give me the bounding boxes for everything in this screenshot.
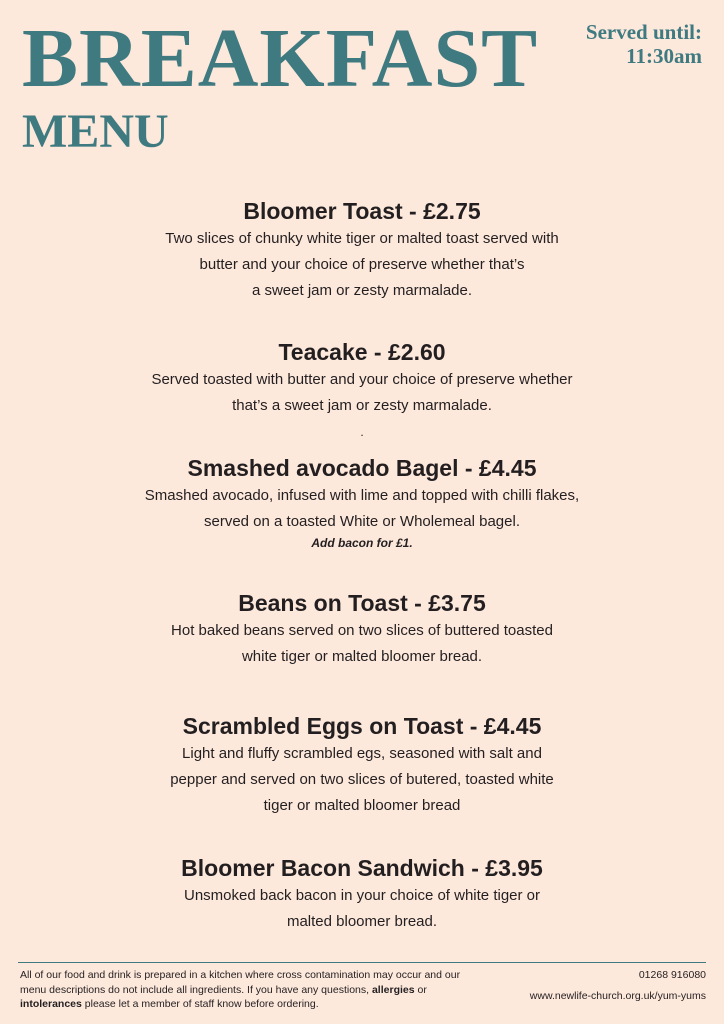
menu-item-description: [40, 741, 684, 819]
served-until-time: 11:30am: [626, 44, 702, 68]
description-line: Smashed avocado, infused with lime and topped with chilli flakes,: [144, 487, 580, 504]
description-line: pepper and served on two slices of butered, toasted white: [170, 771, 554, 788]
menu-subtitle: MENU: [22, 105, 169, 158]
contact-info: [530, 968, 706, 1009]
description-line: malted bloomer bread.: [286, 913, 438, 930]
description-line: Hot baked beans served on two slices of buttered toasted: [171, 622, 553, 639]
menu-item-note: Add bacon for £1.: [311, 536, 413, 550]
description-line: Two slices of chunky white tiger or malted toast served with: [165, 230, 559, 247]
menu-item-name: Smashed avocado Bagel - £4.45: [187, 455, 537, 481]
description-line: Served toasted with butter and your choice of preserve whether: [151, 371, 573, 388]
menu-item-name: Bloomer Toast - £2.75: [243, 198, 481, 224]
description-line: a sweet jam or zesty marmalade.: [251, 282, 473, 299]
description-line: Unsmoked back bacon in your choice of white tiger or: [183, 887, 540, 904]
menu-item-teacake: [40, 337, 684, 445]
website-url: www.newlife-church.org.uk/yum-yums: [529, 989, 706, 1002]
menu-item-name: Bloomer Bacon Sandwich - £3.95: [181, 855, 543, 881]
menu-item-name: Beans on Toast - £3.75: [238, 590, 486, 616]
description-line: served on a toasted White or Wholemeal bagel.: [203, 513, 520, 530]
disclaimer-text: All of our food and drink is prepared in a kitchen where cross contamination may occur and our menu descriptions do not include all ingredients. If you have any questions,: [20, 969, 461, 996]
menu-item-beans-on-toast: [40, 588, 684, 670]
menu-item-scrambled-eggs-on-toast: [40, 711, 684, 819]
menu-title: BREAKFAST: [22, 12, 539, 105]
menu-item-description: [40, 367, 684, 445]
description-line: butter and your choice of preserve whether that’s: [199, 256, 525, 273]
menu-item-name: Teacake - £2.60: [278, 339, 446, 365]
description-line: white tiger or malted bloomer bread.: [241, 648, 483, 665]
allergen-disclaimer: [20, 968, 480, 1012]
description-line: .: [360, 425, 364, 439]
menu-item-smashed-avocado-bagel: [40, 453, 684, 551]
disclaimer-intolerances: intolerances: [20, 998, 82, 1010]
description-line: that’s a sweet jam or zesty marmalade.: [232, 397, 492, 414]
phone-number: 01268 916080: [638, 969, 706, 981]
served-until: [586, 20, 702, 68]
menu-item-bloomer-toast: [40, 196, 684, 304]
footer-divider: [18, 962, 706, 963]
menu-item-bloomer-bacon-sandwich: [40, 853, 684, 935]
disclaimer-allergies: allergies: [371, 983, 415, 996]
menu-item-description: [40, 483, 684, 535]
menu-item-description: [40, 883, 684, 935]
description-line: Light and fluffy scrambled egs, seasoned with salt and: [182, 745, 542, 762]
served-until-label: Served until:: [585, 20, 702, 44]
menu-item-description: [40, 618, 684, 670]
disclaimer-text: or: [414, 983, 427, 996]
description-line: tiger or malted bloomer bread: [263, 797, 461, 814]
disclaimer-text: please let a member of staff know before ordering.: [81, 998, 319, 1010]
menu-item-name: Scrambled Eggs on Toast - £4.45: [182, 713, 542, 739]
menu-items: [40, 196, 684, 935]
menu-item-description: [40, 226, 684, 304]
